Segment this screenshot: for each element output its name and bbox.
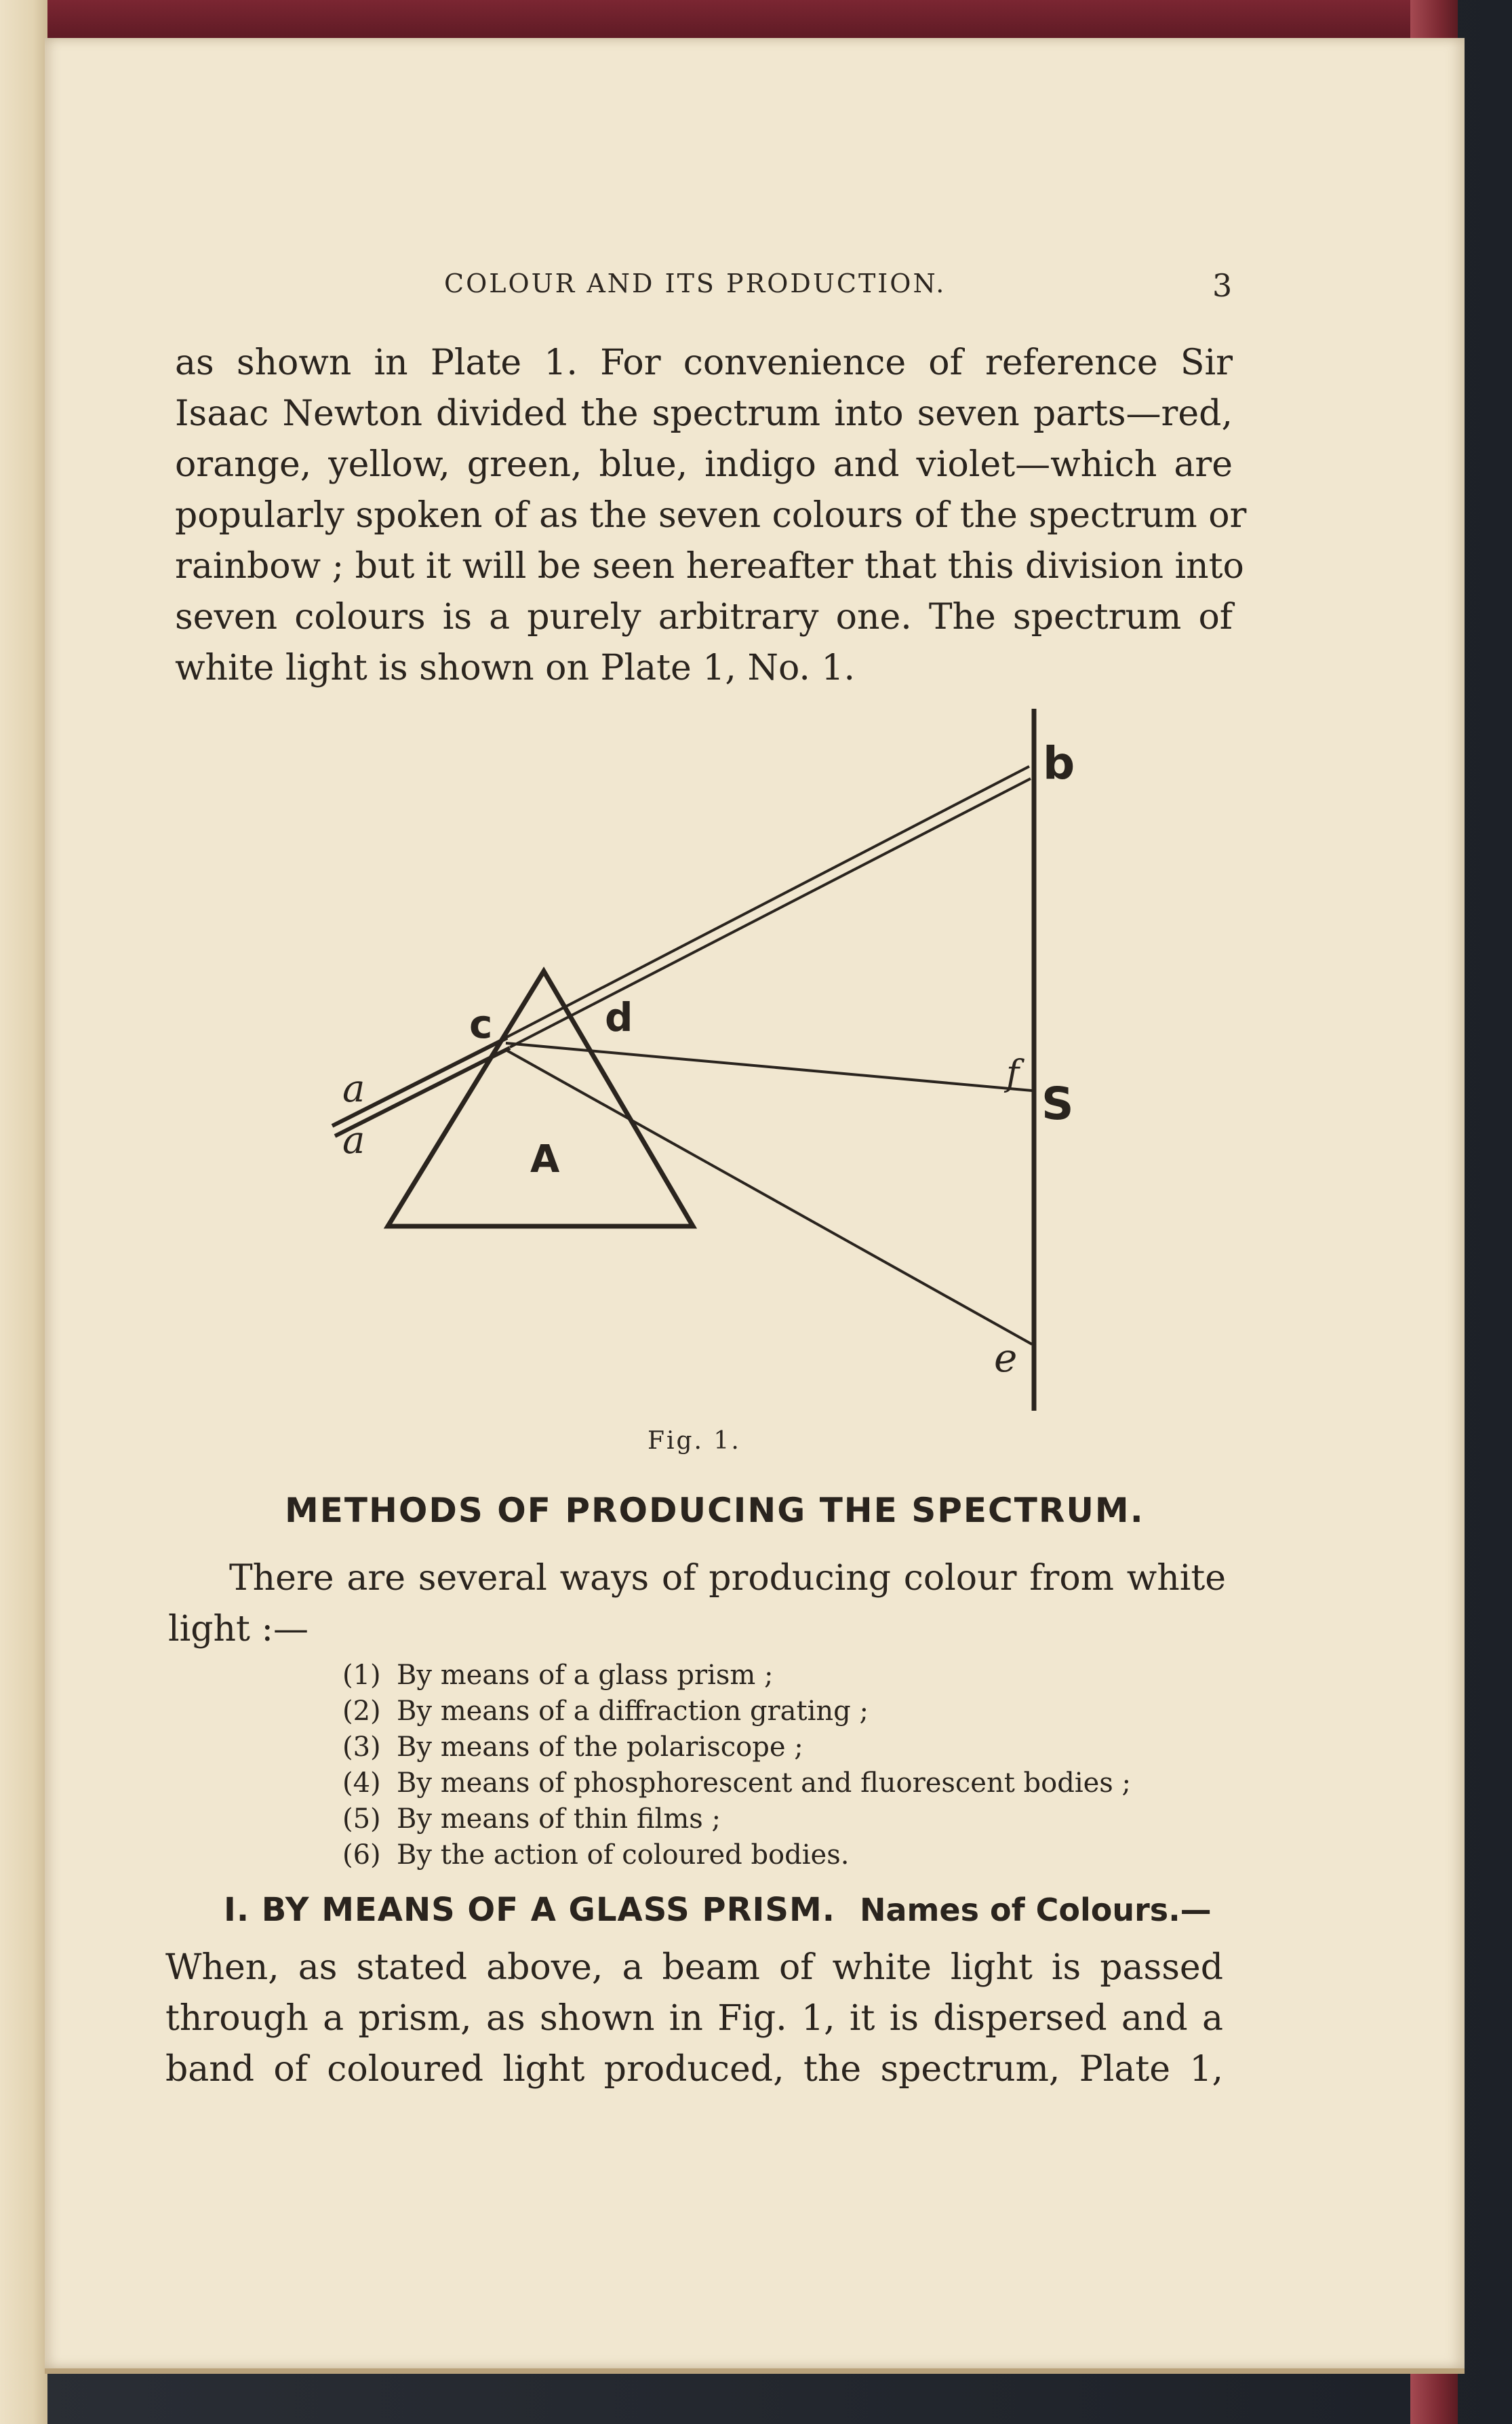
reflected-ray: [510, 779, 1031, 1047]
label-b: b: [1043, 737, 1075, 789]
label-d: d: [605, 994, 633, 1040]
label-a-upper: a: [342, 1067, 365, 1111]
prism-diagram: [319, 705, 1098, 1424]
text-line: Isaac Newton divided the spectrum into seven parts—red,: [175, 393, 1233, 434]
list-item-text: By means of a glass prism ;: [397, 1660, 774, 1691]
paragraph-2: [168, 1553, 1226, 1655]
running-title: COLOUR AND ITS PRODUCTION.: [444, 269, 947, 298]
subsection-heading: I. BY MEANS OF A GLASS PRISM.: [224, 1891, 835, 1929]
text-line: orange, yellow, green, blue, indigo and violet—which are: [175, 444, 1233, 485]
list-item: [342, 1837, 1183, 1873]
subsection-title: [224, 1891, 1212, 1929]
text-line: white light is shown on Plate 1, No. 1.: [175, 648, 856, 688]
label-f: f: [1006, 1053, 1020, 1094]
refracted-ray: [506, 1050, 1032, 1344]
page-number: 3: [1212, 267, 1233, 304]
paragraph-1: [175, 338, 1247, 694]
figure-caption: Fig. 1.: [648, 1427, 741, 1455]
label-a-lower: a: [342, 1118, 365, 1162]
list-item-text: By means of the polariscope ;: [397, 1732, 803, 1763]
text-line: seven colours is a purely arbitrary one. The spectrum of: [175, 597, 1233, 638]
label-prism-a: A: [530, 1137, 560, 1181]
list-item-text: By means of thin films ;: [397, 1803, 721, 1835]
list-item-text: By means of phosphorescent and fluorescent bodies ;: [397, 1767, 1132, 1799]
reflected-ray: [502, 766, 1029, 1040]
book-cover-top-edge: [0, 0, 1437, 41]
refracted-ray: [506, 1043, 1032, 1091]
list-item: [342, 1658, 1183, 1694]
label-s: S: [1041, 1078, 1074, 1130]
text-line: When, as stated above, a beam of white light is passed: [165, 1947, 1223, 1988]
list-item-number: (2): [342, 1696, 381, 1727]
text-line: band of coloured light produced, the spectrum, Plate 1,: [165, 2049, 1223, 2090]
list-item-number: (3): [342, 1732, 381, 1763]
list-item-number: (6): [342, 1839, 381, 1871]
list-item: [342, 1694, 1183, 1729]
methods-list: [342, 1658, 1183, 1873]
text-line: light :—: [168, 1609, 309, 1649]
text-line: popularly spoken of as the seven colours of the spectrum or: [175, 495, 1247, 536]
list-item: [342, 1765, 1183, 1801]
previous-page-edge: [0, 0, 47, 2424]
label-e: e: [994, 1335, 1018, 1381]
text-line: There are several ways of producing colour from white: [229, 1558, 1226, 1599]
subsection-subheading: Names of Colours.—: [859, 1892, 1212, 1928]
text-line: rainbow ; but it will be seen hereafter that this division into: [175, 546, 1244, 587]
list-item: [342, 1729, 1183, 1765]
list-item-number: (5): [342, 1803, 381, 1835]
text-line: as shown in Plate 1. For convenience of reference Sir: [175, 343, 1233, 383]
list-item-text: By means of a diffraction grating ;: [397, 1696, 869, 1727]
prism-triangle: [388, 971, 693, 1226]
section-heading: METHODS OF PRODUCING THE SPECTRUM.: [285, 1491, 1145, 1530]
label-c: c: [469, 1001, 493, 1047]
text-line: through a prism, as shown in Fig. 1, it is dispersed and a: [165, 1998, 1223, 2039]
paragraph-3: [165, 1942, 1223, 2095]
list-item-text: By the action of coloured bodies.: [397, 1839, 850, 1871]
list-item-number: (1): [342, 1660, 381, 1691]
list-item: [342, 1801, 1183, 1837]
list-item-number: (4): [342, 1767, 381, 1799]
